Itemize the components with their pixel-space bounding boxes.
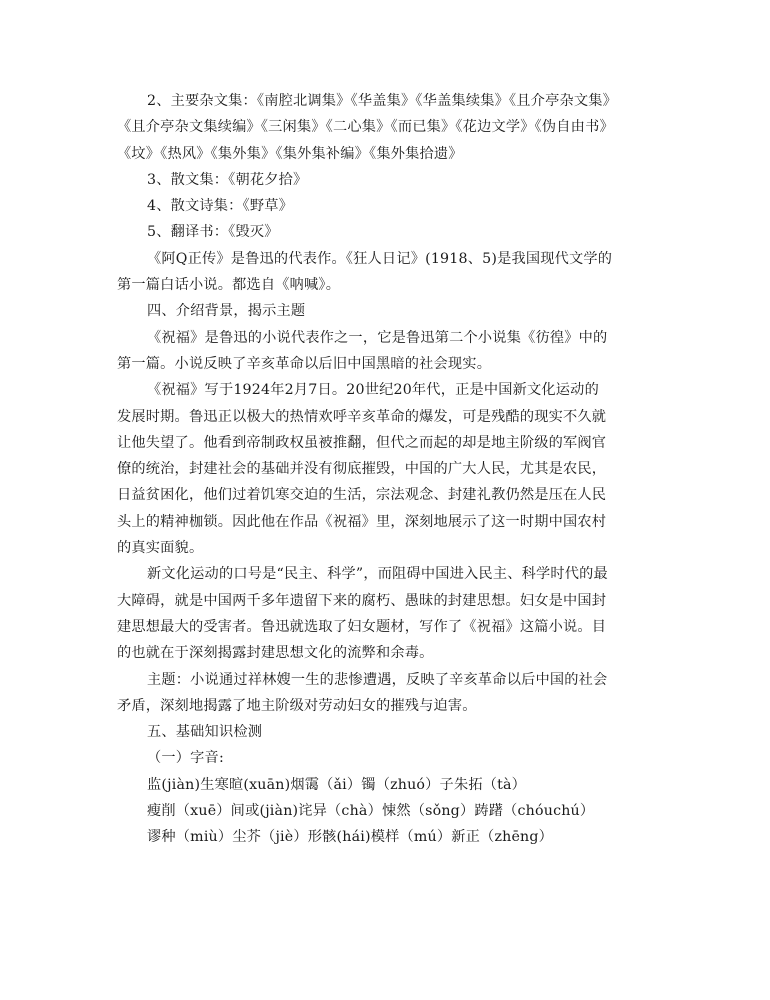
new-culture-line-2: 大障碍，就是中国两千多年遗留下来的腐朽、愚昧的封建思想。妇女是中国封 [117,592,607,609]
background-line-2: 发展时期。鲁迅正以极大的热情欢呼辛亥革命的爆发，可是残酷的现实不久就 [117,408,607,425]
background-line-7: 的真实面貌。 [117,540,204,557]
zhufu-intro-line-2: 第一篇。小说反映了辛亥革命以后旧中国黑暗的社会现实。 [117,355,492,372]
pinyin-line-2: 瘦削（xuē）间或(jiàn)诧异（chà）悚然（sǒng）踌躇（chóuchú） [147,803,595,820]
translations-line: 5、翻译书：《毁灭》 [147,224,279,241]
works-essays-line-3: 《坟》《热风》《集外集》《集外集补编》《集外集拾遗》 [117,145,463,162]
ahq-intro-line-2: 第一篇白话小说。都选自《呐喊》。 [117,277,341,294]
ahq-intro-line-1: 《阿Q正传》是鲁迅的代表作。《狂人日记》(1918、5)是我国现代文学的 [147,250,613,267]
works-essays-line-2: 《且介亭杂文集续编》《三闲集》《二心集》《而已集》《花边文学》《伪自由书》 [117,119,614,136]
prose-poems-line: 4、散文诗集：《野草》 [147,198,294,215]
document-body [117,88,657,851]
background-line-4: 僚的统治，封建社会的基础并没有彻底摧毁，中国的广大人民，尤其是农民， [117,461,607,478]
pinyin-line-3: 谬种（miù）尘芥（jiè）形骸(hái)模样（mú）新正（zhēng） [147,829,554,846]
section-4-heading: 四、介绍背景，揭示主题 [147,303,306,320]
zhufu-intro-line-1: 《祝福》是鲁迅的小说代表作之一，它是鲁迅第二个小说集《彷徨》中的 [147,329,608,346]
subsection-1-heading: （一）字音: [147,750,224,767]
new-culture-line-3: 建思想最大的受害者。鲁迅就选取了妇女题材，写作了《祝福》这篇小说。目 [117,618,607,635]
new-culture-line-4: 的也就在于深刻揭露封建思想文化的流弊和余毒。 [117,645,434,662]
pinyin-line-1: 监(jiàn)生寒暄(xuān)烟霭（ǎi）镯（zhuó）子朱拓（tà） [147,776,527,793]
background-line-3: 让他失望了。他看到帝制政权虽被推翻，但代之而起的却是地主阶级的军阀官 [117,434,607,451]
works-essays-line: 2、主要杂文集：《南腔北调集》《华盖集》《华盖集续集》《且介亭杂文集》 [147,93,618,109]
background-line-6: 头上的精神枷锁。因此他在作品《祝福》里，深刻地展示了这一时期中国农村 [117,513,607,530]
section-5-heading: 五、基础知识检测 [147,724,263,741]
prose-line: 3、散文集：《朝花夕拾》 [147,171,308,188]
background-line-5: 日益贫困化，他们过着饥寒交迫的生活，宗法观念、封建礼教仍然是压在人民 [117,487,607,504]
theme-line-2: 矛盾，深刻地揭露了地主阶级对劳动妇女的摧残与迫害。 [117,697,477,714]
background-line-1: 《祝福》写于1924年2月7日。20世纪20年代，正是中国新文化运动的 [147,382,599,399]
theme-line-1: 主题：小说通过祥林嫂一生的悲惨遭遇，反映了辛亥革命以后中国的社会 [147,671,608,688]
new-culture-line-1: 新文化运动的口号是“民主、科学”，而阻碍中国进入民主、科学时代的最 [147,566,608,583]
